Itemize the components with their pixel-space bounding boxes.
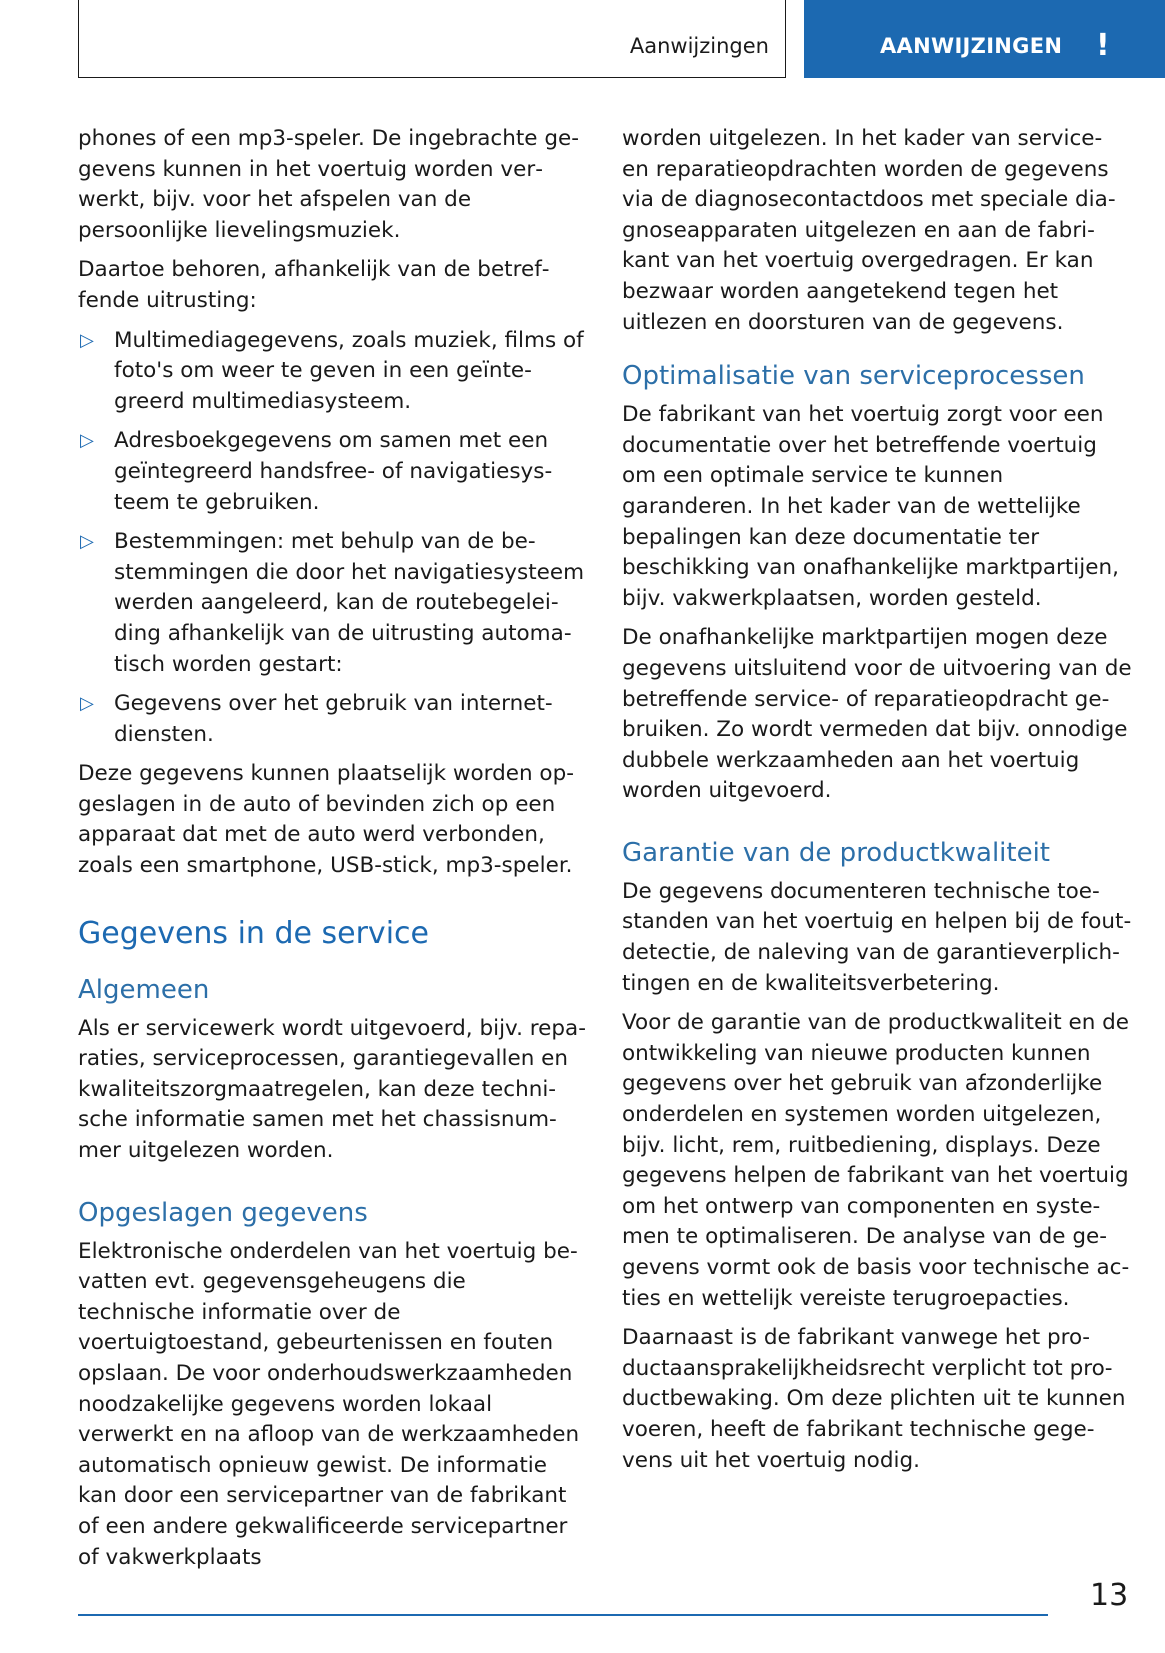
footer-divider xyxy=(78,1614,1048,1616)
list-item xyxy=(78,689,588,750)
list-item xyxy=(78,326,588,418)
header-chapter-tab xyxy=(804,0,1165,78)
paragraph: Daartoe behoren, afhankelijk van de betreffende uitrusting: xyxy=(78,257,550,313)
paragraph: De onafhankelijke marktpartijen mogen deze gegevens uitsluitend voor de uitvoering van de betreffende service- of reparatieopdracht gebruiken. Zo wordt vermeden dat bijv. onnodige dubbele werkzaamheden aan het voertuig worden uitgevoerd. xyxy=(622,625,1132,804)
subsection-heading: Optimalisatie van serviceprocessen xyxy=(622,361,1085,392)
right-column xyxy=(622,124,1132,1485)
paragraph: Elektronische onderdelen van het voertuig bevatten evt. gegevensgeheugens die technische informatie over de voertuigtoestand, gebeurtenissen en fouten opslaan. De voor onderhoudswerkzaamheden noodzakelijke gegevens worden lokaal verwerkt en na afloop van de werkzaamheden automatisch opnieuw gewist. De informatie kan door een servicepartner van de fabrikant of een andere gekwalificeerde servicepartner of vakwerkplaats xyxy=(78,1238,580,1570)
list-item-text: Adresboekgegevens om samen met een geïntegreerd handsfree- of navigatiesysteem te gebruiken. xyxy=(114,428,553,515)
triangle-bullet-icon: ▷ xyxy=(80,430,94,452)
header-section-label: Aanwijzingen xyxy=(629,34,769,58)
triangle-bullet-icon: ▷ xyxy=(80,693,94,715)
paragraph: phones of een mp3-speler. De ingebrachte gegevens kunnen in het voertuig worden verwerkt, bijv. voor het afspelen van de persoonlijke lievelingsmuziek. xyxy=(78,126,579,243)
subsection-heading: Opgeslagen gegevens xyxy=(78,1197,368,1228)
bullet-list xyxy=(78,326,588,751)
list-item-text: Multimediagegevens, zoals muziek, films of foto's om weer te geven in een geïntegreerd multimediasysteem. xyxy=(114,327,584,414)
page-number: 13 xyxy=(1090,1578,1129,1613)
paragraph: De fabrikant van het voertuig zorgt voor een documentatie over het betreffende voertuig om een optimale service te kunnen garanderen. In het kader van de wettelijke bepalingen kan deze documentatie ter beschikking van onafhankelijke marktpartijen, bijv. vakwerkplaatsen, worden gesteld. xyxy=(622,402,1119,611)
triangle-bullet-icon: ▷ xyxy=(80,531,94,553)
paragraph: Deze gegevens kunnen plaatselijk worden opgeslagen in de auto of bevinden zich op een apparaat dat met de auto werd verbonden, zoals een smartphone, USB-stick, mp3-speler. xyxy=(78,761,574,879)
list-item xyxy=(78,426,588,518)
paragraph: Daarnaast is de fabrikant vanwege het productaansprakelijkheidsrecht verplicht tot productbewaking. Om deze plichten uit te kunnen voeren, heeft de fabrikant technische gegevens uit het voertuig nodig. xyxy=(622,1325,1126,1473)
section-heading: Gegevens in de service xyxy=(78,915,429,951)
paragraph: worden uitgelezen. In het kader van service- en reparatieopdrachten worden de gegevens via de diagnosecontactdoos met speciale diagnoseapparaten uitgelezen en aan de fabrikant van het voertuig overgedragen. Er kan bezwaar worden aangetekend tegen het uitlezen en doorsturen van de gegevens. xyxy=(622,126,1116,335)
exclamation-icon: ! xyxy=(1096,28,1110,63)
list-item xyxy=(78,527,588,680)
left-column xyxy=(78,124,588,1582)
subsection-heading: Algemeen xyxy=(78,974,210,1005)
paragraph: Als er servicewerk wordt uitgevoerd, bijv. reparaties, serviceprocessen, garantiegevallen en kwaliteitszorgmaatregelen, kan deze technische informatie samen met het chassisnummer uitgelezen worden. xyxy=(78,1015,586,1164)
subsection-heading: Garantie van de productkwaliteit xyxy=(622,837,1050,868)
paragraph: De gegevens documenteren technische toestanden van het voertuig en helpen bij de foutdetectie, de naleving van de garantieverplichtingen en de kwaliteitsverbetering. xyxy=(622,878,1132,996)
triangle-bullet-icon: ▷ xyxy=(80,329,94,351)
paragraph: Voor de garantie van de productkwaliteit en de ontwikkeling van nieuwe producten kunnen gegevens over het gebruik van afzonderlijke onderdelen en systemen worden uitgelezen, bijv. licht, rem, ruitbediening, displays. Deze gegevens helpen de fabrikant van het voertuig om het ontwerp van componenten en systemen te optimaliseren. De analyse van de gegevens vormt ook de basis voor technische acties en wettelijk vereiste terugroepacties. xyxy=(622,1010,1130,1311)
header-chapter-label: AANWIJZINGEN xyxy=(880,34,1063,58)
header-box xyxy=(78,0,786,78)
list-item-text: Bestemmingen: met behulp van de bestemmingen die door het navigatiesysteem werden aangeleerd, kan de routebegeleiding afhankelijk van de uitrusting automatisch worden gestart: xyxy=(114,529,585,677)
list-item-text: Gegevens over het gebruik van internetdiensten. xyxy=(114,691,553,747)
